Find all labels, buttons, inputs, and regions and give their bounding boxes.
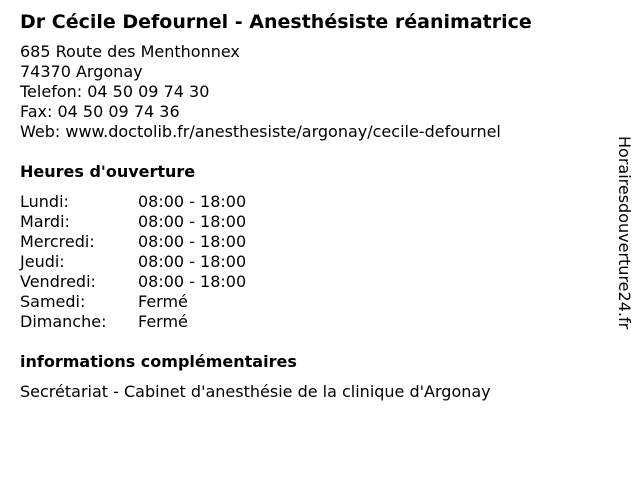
address-block [20,42,600,142]
street-address: 685 Route des Menthonnex [20,42,240,61]
opening-hours-heading: Heures d'ouverture [20,162,196,181]
hours-value: 08:00 - 18:00 [138,212,247,231]
hours-row-thursday [20,252,246,272]
business-card [20,8,600,402]
day-label: Vendredi: [20,272,96,291]
hours-value: 08:00 - 18:00 [138,232,247,251]
hours-row-saturday [20,292,246,312]
hours-value: Fermé [138,312,188,331]
additional-info-heading: informations complémentaires [20,352,297,371]
phone-number: Telefon: 04 50 09 74 30 [20,82,210,101]
hours-value: Fermé [138,292,188,311]
day-label: Jeudi: [20,252,65,271]
hours-value: 08:00 - 18:00 [138,272,247,291]
website-link[interactable]: Web: www.doctolib.fr/anesthesiste/argonay/cecile-defournel [20,122,501,141]
hours-row-sunday [20,312,246,332]
day-label: Dimanche: [20,312,107,331]
fax-number: Fax: 04 50 09 74 36 [20,102,180,121]
hours-row-tuesday [20,212,246,232]
postal-city: 74370 Argonay [20,62,143,81]
hours-value: 08:00 - 18:00 [138,192,247,211]
day-label: Mardi: [20,212,70,231]
day-label: Mercredi: [20,232,95,251]
day-label: Lundi: [20,192,69,211]
additional-info-text: Secrétariat - Cabinet d'anesthésie de la clinique d'Argonay [20,382,491,401]
hours-row-monday [20,192,246,212]
hours-row-friday [20,272,246,292]
page-title: Dr Cécile Defournel - Anesthésiste réanimatrice [20,11,532,33]
brand-watermark: Horairesdouverture24.fr [615,136,634,330]
hours-row-wednesday [20,232,246,252]
opening-hours-table [20,192,246,332]
hours-value: 08:00 - 18:00 [138,252,247,271]
day-label: Samedi: [20,292,86,311]
